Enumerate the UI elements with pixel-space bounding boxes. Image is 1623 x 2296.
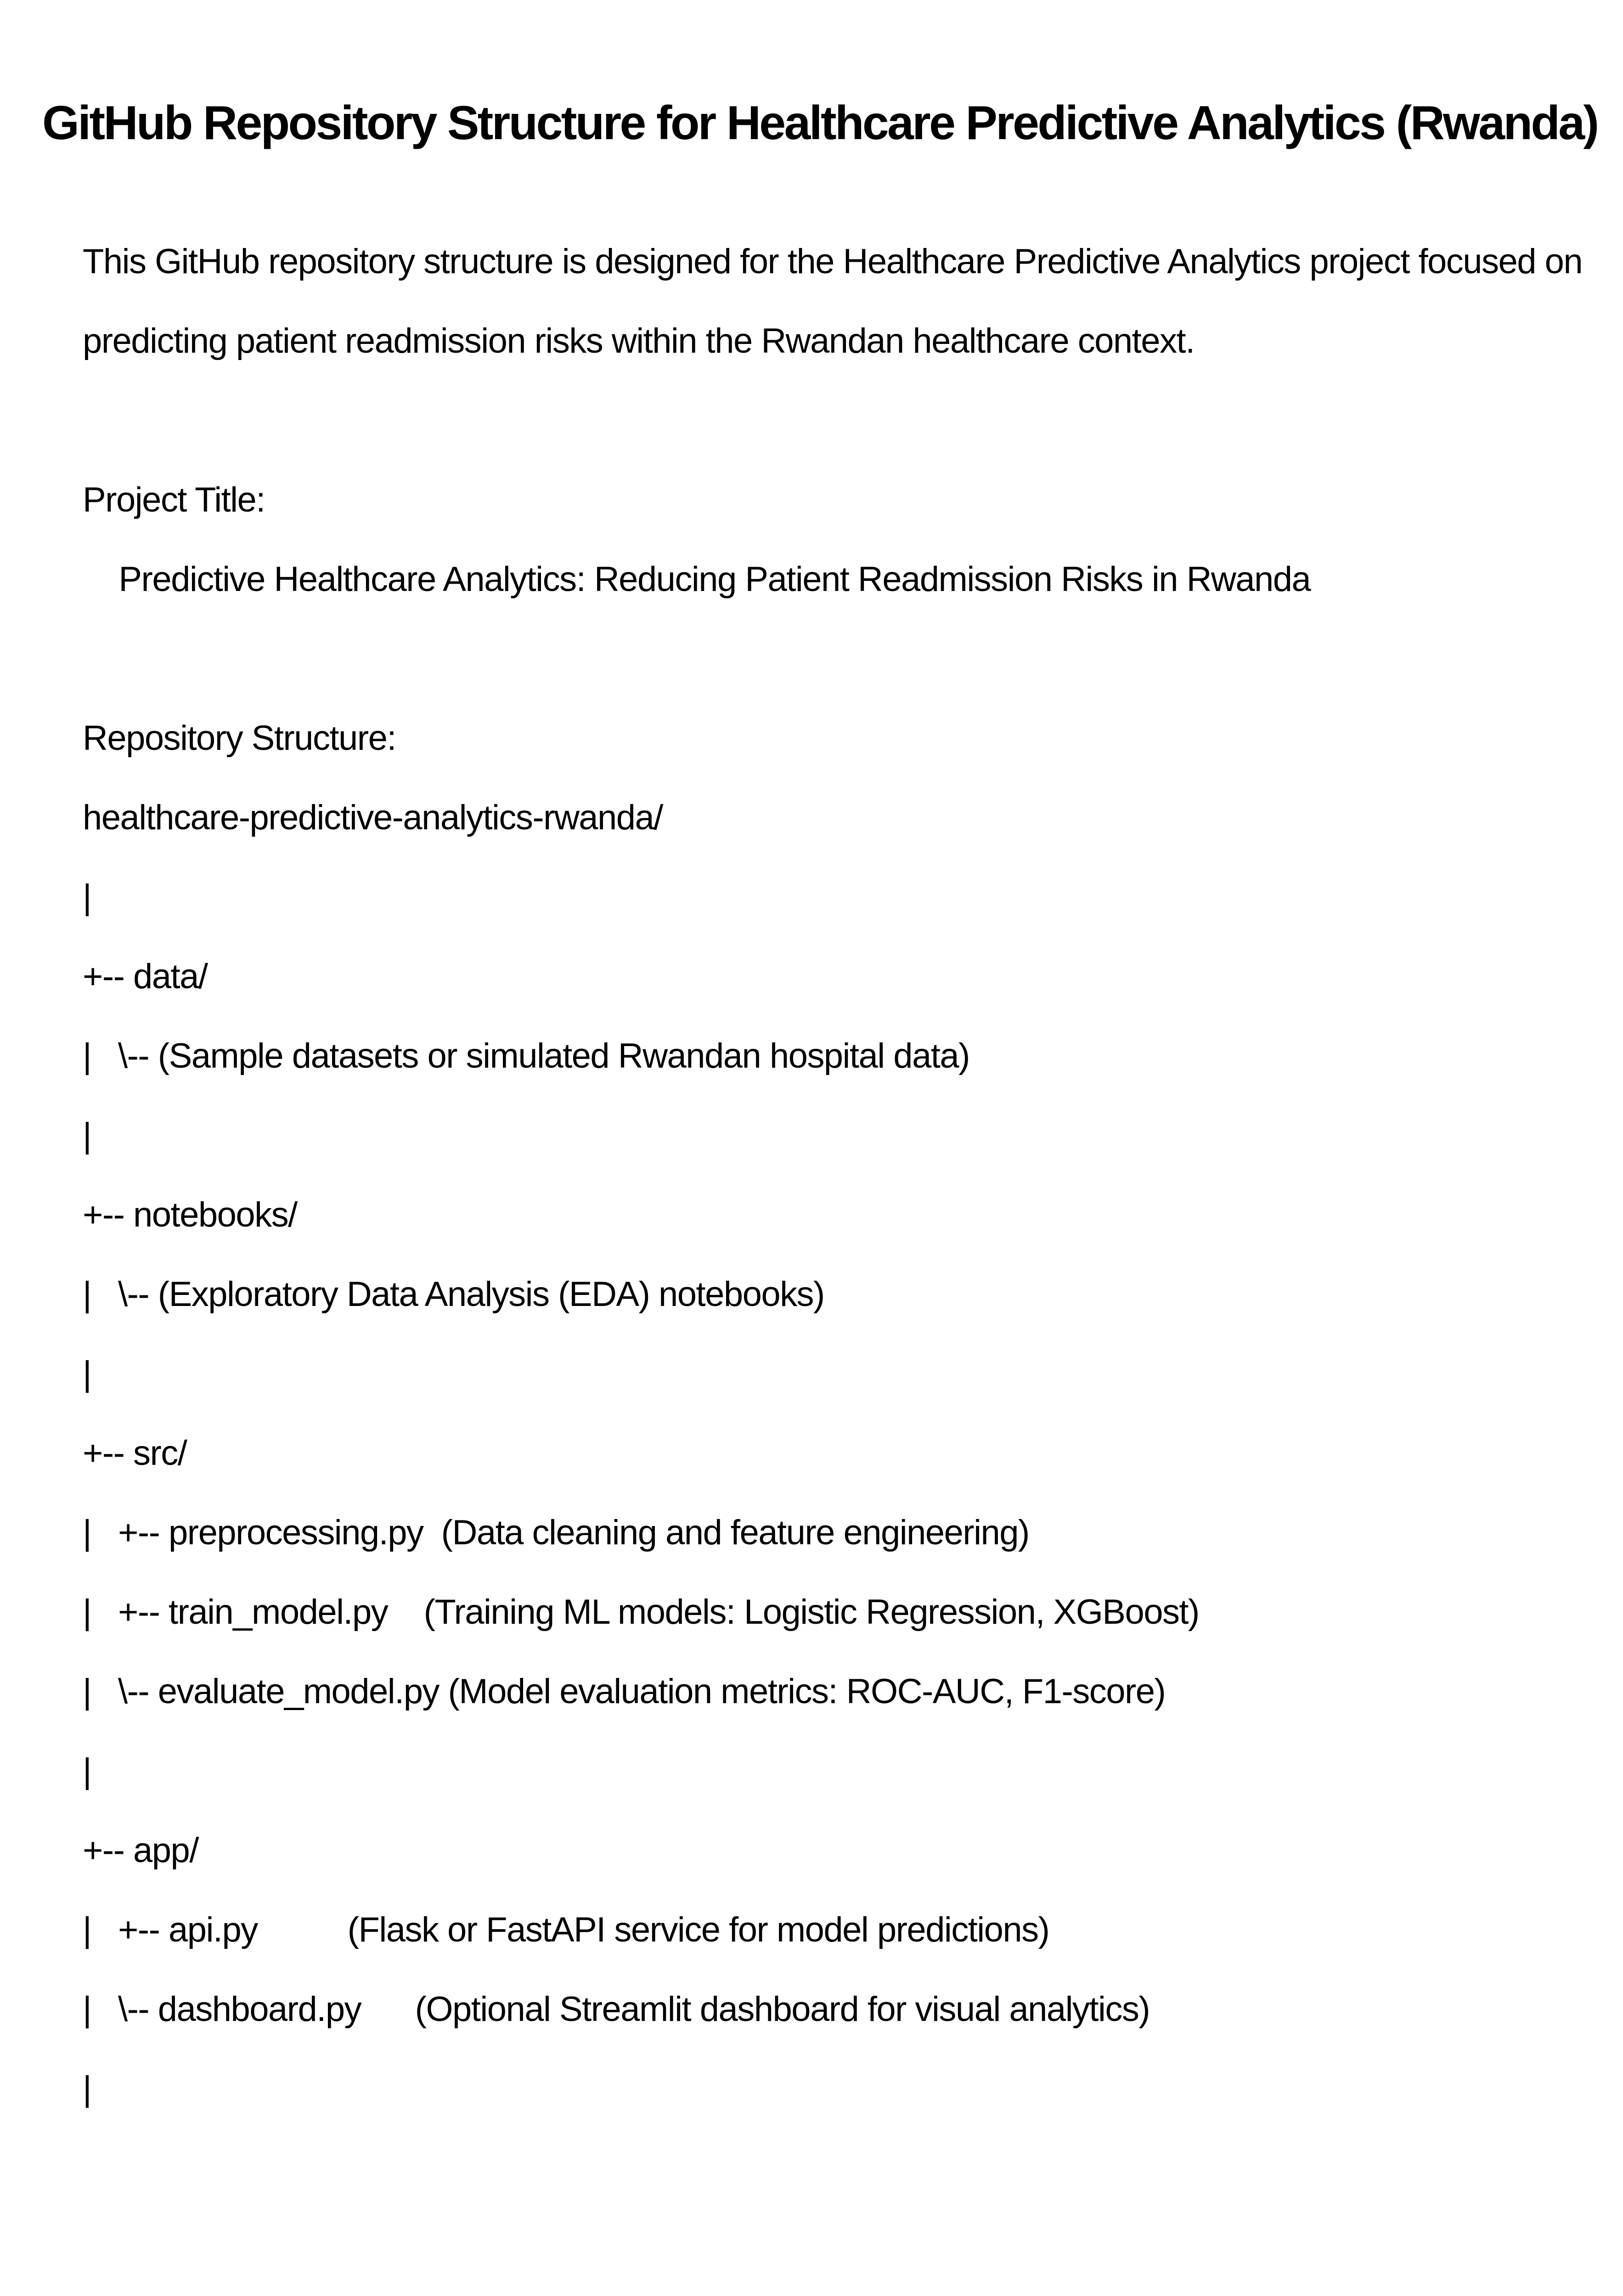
tree-data-dir: +-- data/ xyxy=(83,957,208,996)
tree-src-dir: +-- src/ xyxy=(83,1434,187,1473)
repo-root-dir: healthcare-predictive-analytics-rwanda/ xyxy=(83,798,663,837)
project-title-label: Project Title: xyxy=(83,480,265,519)
tree-app-api: | +-- api.py (Flask or FastAPI service for model predictions) xyxy=(83,1910,1049,1949)
blank-line xyxy=(83,381,1582,460)
blank-line xyxy=(83,619,1582,698)
document-body xyxy=(83,222,1582,2128)
tree-data-note: | \-- (Sample datasets or simulated Rwandan hospital data) xyxy=(83,1036,969,1075)
tree-notebooks-note: | \-- (Exploratory Data Analysis (EDA) notebooks) xyxy=(83,1275,824,1314)
tree-pipe: | xyxy=(83,1751,91,1790)
tree-pipe: | xyxy=(83,2069,91,2108)
tree-notebooks-dir: +-- notebooks/ xyxy=(83,1195,297,1234)
tree-pipe: | xyxy=(83,878,91,917)
tree-pipe: | xyxy=(83,1116,91,1155)
repository-structure-label: Repository Structure: xyxy=(83,719,396,758)
tree-src-train-model: | +-- train_model.py (Training ML models: Logistic Regression, XGBoost) xyxy=(83,1593,1199,1632)
intro-line-2: predicting patient readmission risks within the Rwandan healthcare context. xyxy=(83,321,1195,360)
document-title: GitHub Repository Structure for Healthcare Predictive Analytics (Rwanda) xyxy=(42,96,1598,150)
intro-line-1: This GitHub repository structure is designed for the Healthcare Predictive Analytics project focused on xyxy=(83,242,1583,281)
project-title-value: Predictive Healthcare Analytics: Reducing Patient Readmission Risks in Rwanda xyxy=(83,560,1311,599)
tree-pipe: | xyxy=(83,1354,91,1393)
tree-src-preprocessing: | +-- preprocessing.py (Data cleaning and feature engineering) xyxy=(83,1513,1029,1552)
tree-app-dir: +-- app/ xyxy=(83,1831,198,1870)
tree-src-evaluate-model: | \-- evaluate_model.py (Model evaluation metrics: ROC-AUC, F1-score) xyxy=(83,1672,1166,1711)
tree-app-dashboard: | \-- dashboard.py (Optional Streamlit dashboard for visual analytics) xyxy=(83,1990,1150,2029)
